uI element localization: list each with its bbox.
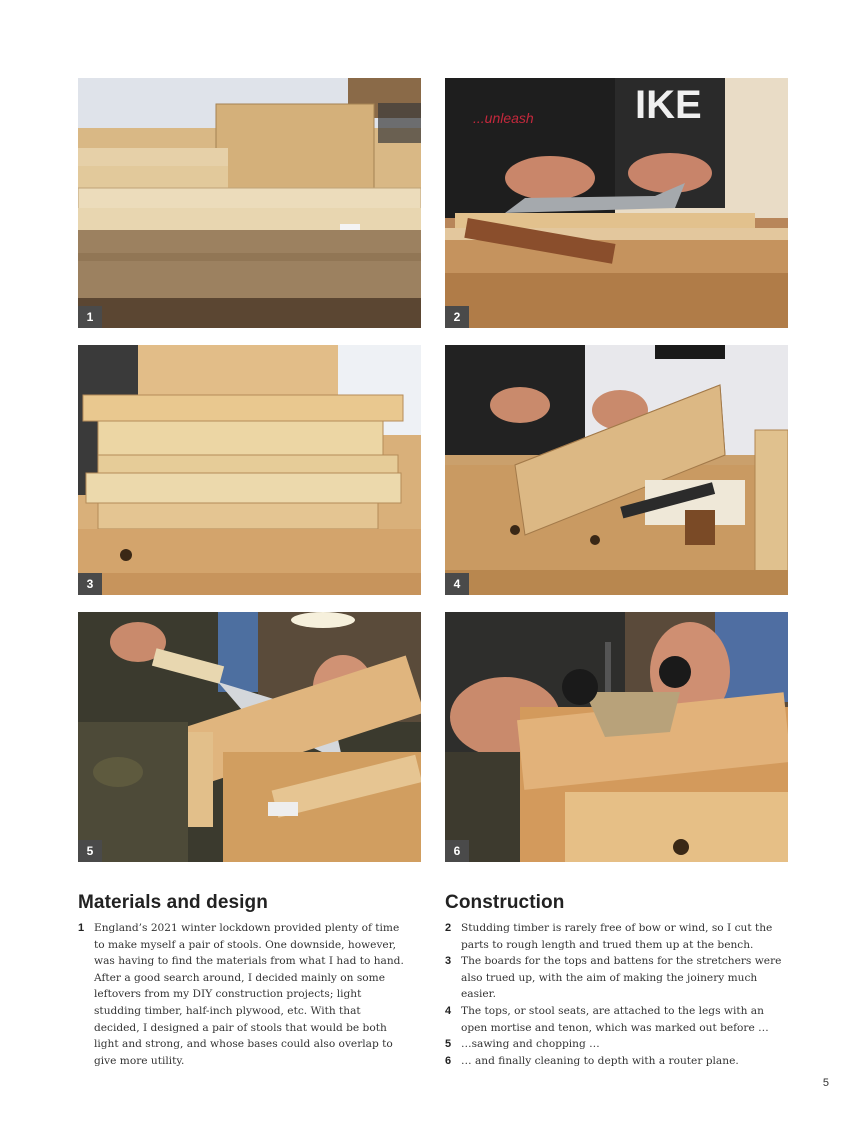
photo-number-badge: 4 (445, 573, 469, 595)
step-item (445, 1003, 785, 1036)
photo-number-badge: 2 (445, 306, 469, 328)
step-text: …sawing and chopping … (461, 1038, 600, 1051)
materials-section (78, 892, 408, 1069)
photo-number-badge: 5 (78, 840, 102, 862)
photo-3 (78, 345, 421, 595)
step-text: … and finally cleaning to depth with a router plane. (461, 1054, 739, 1067)
step-text: Studding timber is rarely free of bow or wind, so I cut the parts to rough length and trued them up at the bench. (461, 922, 773, 951)
step-number: 3 (445, 955, 452, 968)
step-text: England’s 2021 winter lockdown provided plenty of time to make myself a pair of stools. One downside, however, was having to find the materials from what I had to hand. After a good search around, I decided mainly on some leftovers from my DIY construction projects; light studding timber, half-inch plywood, etc. With that decided, I designed a pair of stools that would be both light and strong, and whose bases could also overlap to give more utility. (94, 922, 404, 1067)
shirt-back-text: IKE (635, 83, 702, 127)
step-number: 4 (445, 1004, 452, 1017)
photo-number-badge: 1 (78, 306, 102, 328)
step-item (445, 920, 785, 953)
step-number: 1 (78, 922, 85, 934)
photo-1 (78, 78, 421, 328)
step-item (78, 920, 408, 1069)
construction-section (445, 892, 785, 1069)
step-number: 6 (445, 1054, 452, 1067)
photo-5 (78, 612, 421, 862)
section-heading: Construction (445, 892, 565, 913)
step-item (445, 1036, 785, 1053)
step-text: The tops, or stool seats, are attached to the legs with an open mortise and tenon, which was marked out before … (461, 1004, 769, 1034)
photo-2 (445, 78, 788, 328)
step-item (445, 953, 785, 1003)
step-number: 5 (445, 1038, 452, 1051)
page-number: 5 (822, 1077, 829, 1089)
shirt-slogan: ...unleash (473, 110, 534, 126)
step-item (445, 1053, 785, 1070)
photo-number-badge: 6 (445, 840, 469, 862)
step-number: 2 (445, 922, 452, 934)
photo-6 (445, 612, 788, 862)
photo-number-badge: 3 (78, 573, 102, 595)
step-text: The boards for the tops and battens for the stretchers were also trued up, with the aim of making the joinery much easier. (461, 955, 782, 1001)
section-heading: Materials and design (78, 892, 268, 913)
photo-4 (445, 345, 788, 595)
